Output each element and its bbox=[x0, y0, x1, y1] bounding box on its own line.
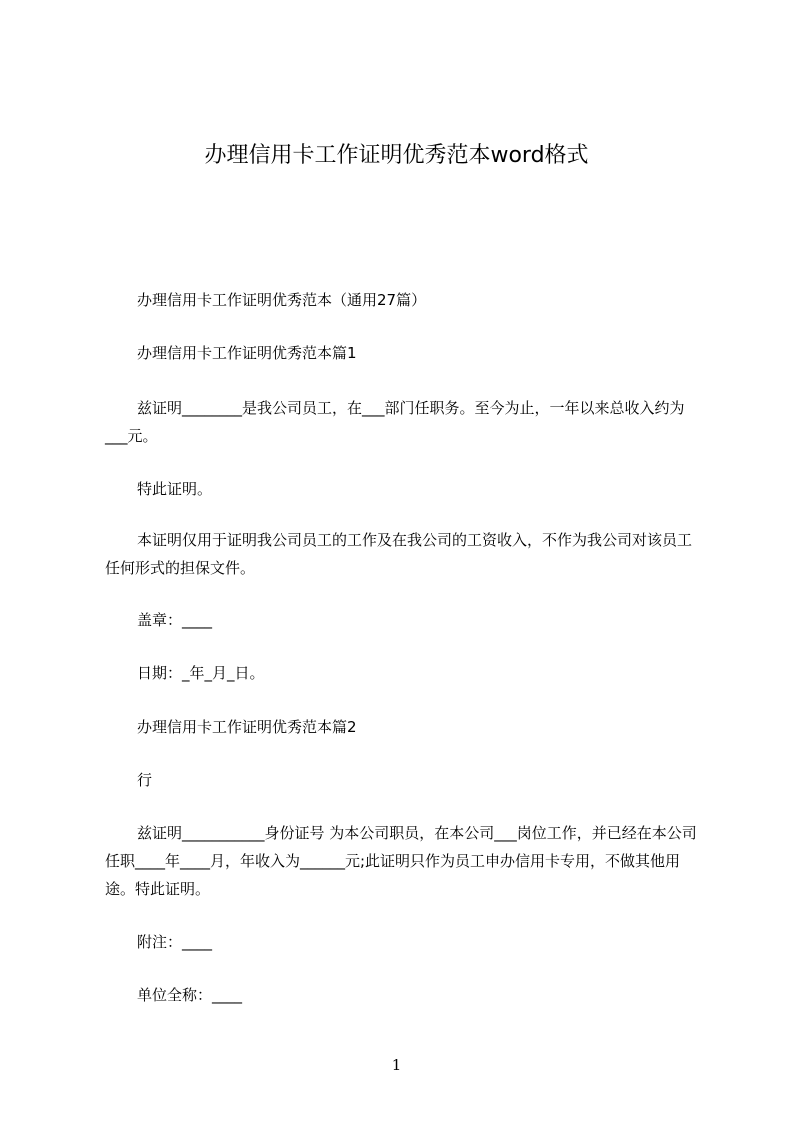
section-heading-2: 办理信用卡工作证明优秀范本篇2 bbox=[137, 718, 357, 736]
section-heading-1: 办理信用卡工作证明优秀范本篇1 bbox=[137, 344, 357, 362]
paragraph-disclaimer: 本证明仅用于证明我公司员工的工作及在我公司的工资收入，不作为我公司对该员工任何形式的担保文件。 bbox=[105, 531, 693, 577]
paragraph-note: 附注：____ bbox=[137, 933, 213, 951]
paragraph-certify-2: 兹证明___________身份证号 为本公司职员，在本公司___岗位工作，并已经在本公司任职____年____月，年收入为______元;此证明只作为员工申办信用卡专用，不做其他用途。特此证明。 bbox=[105, 824, 697, 898]
paragraph-date: 日期：_年_月_日。 bbox=[137, 664, 265, 682]
paragraph-subtitle: 办理信用卡工作证明优秀范本（通用27篇） bbox=[137, 291, 427, 309]
document-title: 办理信用卡工作证明优秀范本word格式 bbox=[204, 143, 589, 168]
paragraph-line: 行 bbox=[137, 771, 153, 789]
paragraph-company-name: 单位全称：____ bbox=[137, 986, 243, 1004]
paragraph-certify-1: 兹证明________是我公司员工，在___部门任职务。至今为止，一年以来总收入约为___元。 bbox=[105, 399, 685, 445]
page-number: 1 bbox=[391, 1056, 402, 1074]
paragraph-hereby-certify: 特此证明。 bbox=[137, 480, 213, 498]
paragraph-seal: 盖章：____ bbox=[137, 611, 213, 629]
